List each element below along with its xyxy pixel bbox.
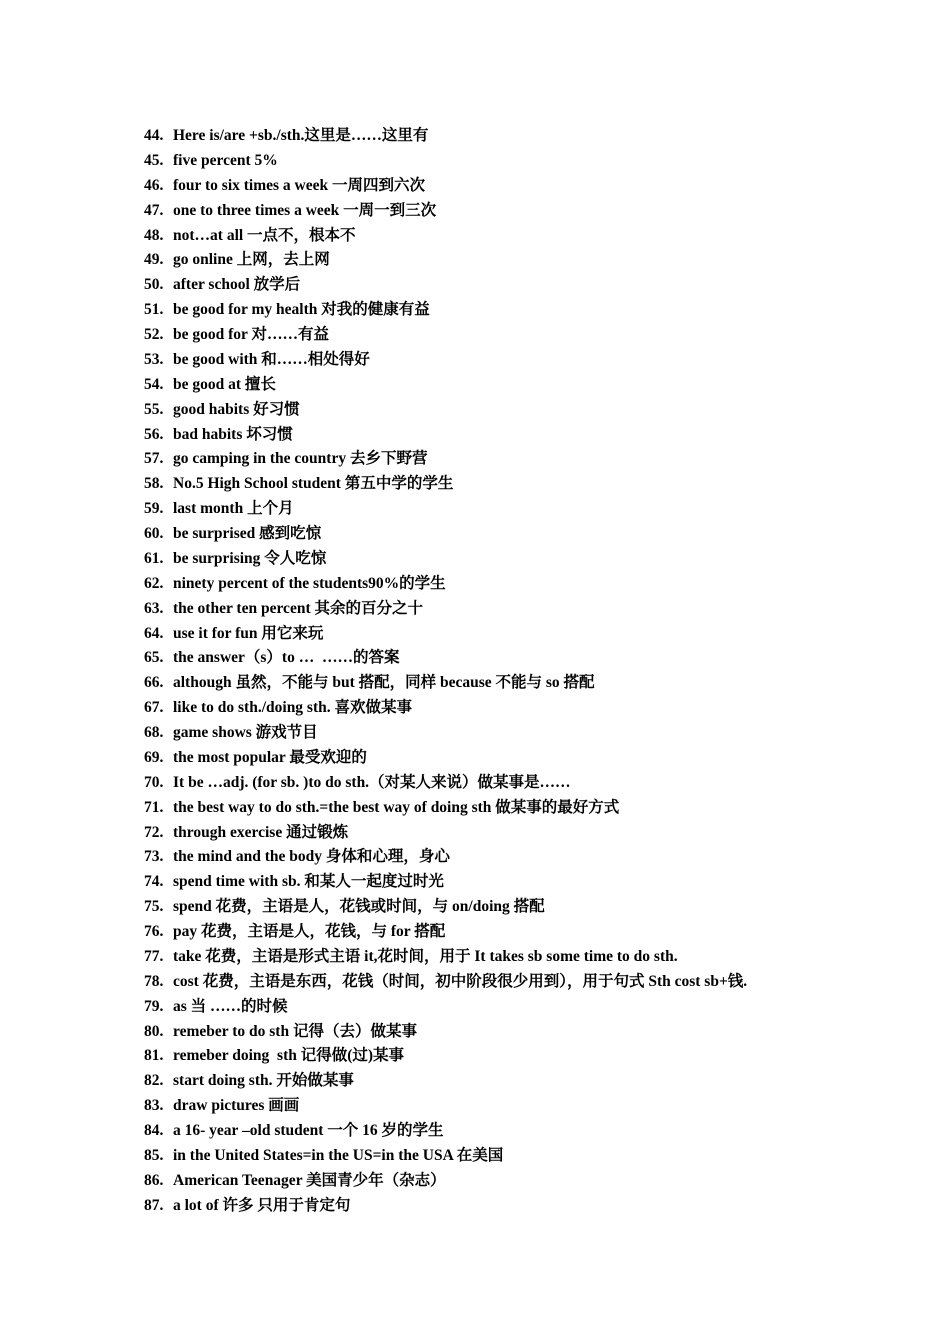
item-text: in the United States=in the US=in the USA 在美国 bbox=[173, 1146, 504, 1164]
item-text: game shows 游戏节目 bbox=[173, 724, 318, 741]
item-text: the most popular 最受欢迎的 bbox=[173, 748, 367, 766]
list-item bbox=[144, 348, 924, 373]
list-item bbox=[144, 1194, 924, 1219]
item-number: 51. bbox=[144, 301, 164, 319]
list-item bbox=[144, 821, 924, 846]
item-text: cost 花费，主语是东西，花钱（时间，初中阶段很少用到），用于句式 Sth cost sb+钱. bbox=[173, 972, 748, 990]
item-text: be good at 擅长 bbox=[173, 375, 276, 393]
item-text: Here is/are +sb./sth.这里是……这里有 bbox=[173, 127, 429, 144]
item-text: good habits 好习惯 bbox=[173, 400, 300, 418]
list-item bbox=[144, 373, 924, 398]
item-number: 77. bbox=[144, 947, 164, 965]
item-text: be good for 对……有益 bbox=[173, 326, 330, 343]
list-item bbox=[144, 199, 924, 224]
item-number: 61. bbox=[144, 549, 164, 567]
item-text: five percent 5% bbox=[173, 151, 278, 169]
item-number: 58. bbox=[144, 475, 164, 493]
list-item bbox=[144, 1044, 924, 1069]
item-number: 79. bbox=[144, 997, 164, 1015]
item-text: It be …adj. (for sb. )to do sth.（对某人来说）做某事是…… bbox=[173, 773, 571, 791]
list-item bbox=[144, 746, 924, 771]
list-item bbox=[144, 1144, 924, 1169]
list-item bbox=[144, 945, 924, 970]
item-text: American Teenager 美国青少年（杂志） bbox=[173, 1171, 446, 1189]
item-number: 44. bbox=[144, 127, 164, 144]
list-item bbox=[144, 771, 924, 796]
item-number: 84. bbox=[144, 1122, 164, 1139]
item-text: like to do sth./doing sth. 喜欢做某事 bbox=[173, 699, 413, 717]
item-number: 59. bbox=[144, 500, 164, 518]
list-item bbox=[144, 248, 924, 273]
list-item bbox=[144, 174, 924, 199]
list-item bbox=[144, 646, 924, 671]
item-text: last month 上个月 bbox=[173, 500, 294, 518]
item-text: remeber doing sth 记得做(过)某事 bbox=[173, 1047, 405, 1065]
item-text: go camping in the country 去乡下野营 bbox=[173, 450, 428, 468]
list-item bbox=[144, 1094, 924, 1119]
list-item bbox=[144, 447, 924, 472]
item-text: spend 花费，主语是人，花钱或时间，与 on/doing 搭配 bbox=[173, 898, 545, 916]
list-item bbox=[144, 870, 924, 895]
item-number: 49. bbox=[144, 251, 164, 269]
list-item bbox=[144, 622, 924, 647]
item-text: use it for fun 用它来玩 bbox=[173, 624, 324, 642]
list-item bbox=[144, 895, 924, 920]
list-item bbox=[144, 1069, 924, 1094]
item-number: 54. bbox=[144, 375, 164, 393]
item-text: No.5 High School student 第五中学的学生 bbox=[173, 475, 454, 493]
item-number: 70. bbox=[144, 773, 164, 791]
item-number: 64. bbox=[144, 624, 164, 642]
list-item bbox=[144, 671, 924, 696]
item-text: through exercise 通过锻炼 bbox=[173, 823, 349, 841]
item-number: 68. bbox=[144, 724, 164, 741]
item-number: 72. bbox=[144, 823, 164, 841]
list-item bbox=[144, 1020, 924, 1045]
item-number: 46. bbox=[144, 176, 164, 194]
list-item bbox=[144, 149, 924, 174]
item-number: 52. bbox=[144, 326, 164, 343]
item-number: 69. bbox=[144, 748, 164, 766]
list-item bbox=[144, 398, 924, 423]
item-number: 74. bbox=[144, 873, 164, 891]
item-text: pay 花费，主语是人，花钱，与 for 搭配 bbox=[173, 923, 446, 940]
item-text: be good for my health 对我的健康有益 bbox=[173, 301, 430, 319]
list-item bbox=[144, 522, 924, 547]
item-number: 50. bbox=[144, 276, 164, 294]
list-item bbox=[144, 572, 924, 597]
item-text: take 花费，主语是形式主语 it,花时间，用于 It takes sb some time to do sth. bbox=[173, 947, 678, 965]
item-number: 87. bbox=[144, 1196, 164, 1214]
list-item bbox=[144, 597, 924, 622]
list-item bbox=[144, 796, 924, 821]
item-text: a 16- year –old student 一个 16 岁的学生 bbox=[173, 1122, 444, 1139]
item-number: 55. bbox=[144, 400, 164, 418]
list-item bbox=[144, 224, 924, 249]
item-text: bad habits 坏习惯 bbox=[173, 425, 293, 443]
item-text: after school 放学后 bbox=[173, 276, 301, 294]
list-item bbox=[144, 423, 924, 448]
item-number: 73. bbox=[144, 848, 164, 866]
item-text: ninety percent of the students90%的学生 bbox=[173, 574, 446, 592]
item-number: 80. bbox=[144, 1022, 164, 1040]
item-text: although 虽然，不能与 but 搭配，同样 because 不能与 so 搭配 bbox=[173, 674, 595, 692]
item-text: as 当 ……的时候 bbox=[173, 997, 288, 1015]
item-text: a lot of 许多 只用于肯定句 bbox=[173, 1196, 351, 1214]
item-number: 53. bbox=[144, 350, 164, 368]
item-number: 82. bbox=[144, 1072, 164, 1090]
list-item bbox=[144, 323, 924, 348]
item-number: 83. bbox=[144, 1097, 164, 1115]
list-item bbox=[144, 970, 924, 995]
item-number: 81. bbox=[144, 1047, 164, 1065]
list-item bbox=[144, 995, 924, 1020]
list-item bbox=[144, 920, 924, 945]
item-number: 56. bbox=[144, 425, 164, 443]
item-text: go online 上网，去上网 bbox=[173, 251, 330, 269]
list-item bbox=[144, 298, 924, 323]
item-text: the mind and the body 身体和心理，身心 bbox=[173, 848, 450, 866]
item-text: one to three times a week 一周一到三次 bbox=[173, 201, 437, 219]
item-number: 45. bbox=[144, 151, 164, 169]
item-number: 78. bbox=[144, 972, 164, 990]
item-number: 71. bbox=[144, 798, 164, 816]
list-item bbox=[144, 547, 924, 572]
list-item bbox=[144, 472, 924, 497]
item-number: 60. bbox=[144, 525, 164, 542]
item-number: 57. bbox=[144, 450, 164, 468]
item-number: 48. bbox=[144, 226, 164, 244]
item-text: start doing sth. 开始做某事 bbox=[173, 1072, 354, 1090]
item-text: draw pictures 画画 bbox=[173, 1097, 300, 1115]
item-number: 62. bbox=[144, 574, 164, 592]
item-text: the other ten percent 其余的百分之十 bbox=[173, 599, 423, 617]
item-text: spend time with sb. 和某人一起度过时光 bbox=[173, 873, 444, 891]
item-number: 67. bbox=[144, 699, 164, 717]
item-number: 65. bbox=[144, 649, 164, 667]
item-number: 47. bbox=[144, 201, 164, 219]
phrase-list bbox=[144, 124, 924, 1219]
list-item bbox=[144, 696, 924, 721]
item-number: 76. bbox=[144, 923, 164, 940]
list-item bbox=[144, 1169, 924, 1194]
list-item bbox=[144, 845, 924, 870]
item-text: not…at all 一点不，根本不 bbox=[173, 226, 356, 244]
item-text: be good with 和……相处得好 bbox=[173, 350, 370, 368]
list-item bbox=[144, 124, 924, 149]
list-item bbox=[144, 1119, 924, 1144]
item-number: 86. bbox=[144, 1171, 164, 1189]
item-number: 63. bbox=[144, 599, 164, 617]
item-text: be surprising 令人吃惊 bbox=[173, 549, 327, 567]
item-number: 85. bbox=[144, 1146, 164, 1164]
item-text: be surprised 感到吃惊 bbox=[173, 525, 322, 542]
list-item bbox=[144, 273, 924, 298]
item-number: 66. bbox=[144, 674, 164, 692]
list-item bbox=[144, 497, 924, 522]
item-text: four to six times a week 一周四到六次 bbox=[173, 176, 425, 194]
item-text: the best way to do sth.=the best way of doing sth 做某事的最好方式 bbox=[173, 798, 620, 816]
item-text: remeber to do sth 记得（去）做某事 bbox=[173, 1022, 417, 1040]
list-item bbox=[144, 721, 924, 746]
item-number: 75. bbox=[144, 898, 164, 916]
item-text: the answer（s）to … ……的答案 bbox=[173, 649, 400, 667]
